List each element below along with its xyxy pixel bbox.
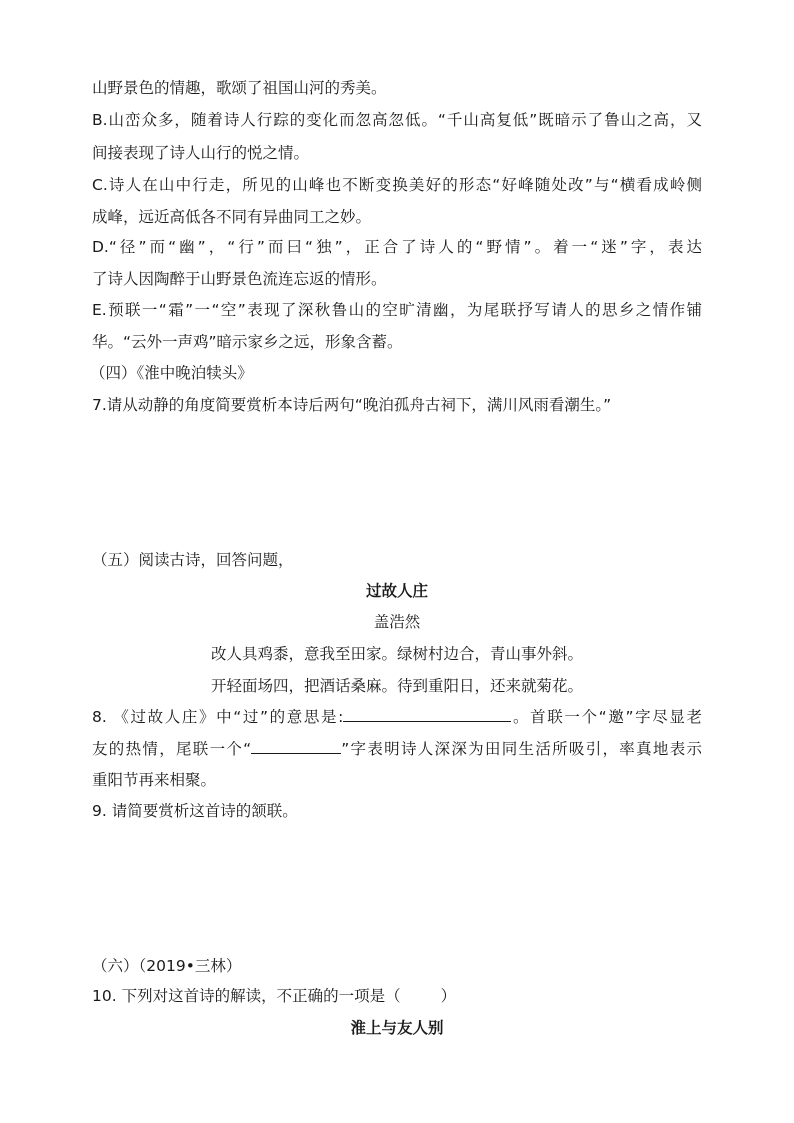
option-d-line-2: 了诗人因陶醉于山野景色流连忘返的情形。: [92, 270, 387, 288]
poem-line-2: 开轻面场四，把酒话桑麻。待到重阳日，还来就菊花。: [210, 677, 583, 695]
section-6-heading: （六）（2019•三林）: [92, 957, 242, 975]
option-e-line-2: 华。“云外一声鸡”暗示家乡之远，形象含蓄。: [92, 333, 403, 351]
poem-title: 过故人庄: [365, 582, 428, 600]
option-d-line-1: D.“径”而“幽”，“行”而曰“独”，正合了诗人的“野情”。着一“迷”字，表达: [92, 238, 702, 256]
option-b-line-1: B.山峦众多，随着诗人行踪的变化而忽高忽低。“千山高复低”既暗示了鲁山之高，又: [92, 111, 702, 129]
question-8-text-a: 8. 《过故人庄》中“过”的意思是:: [92, 708, 344, 726]
question-8-line-2: [92, 738, 702, 759]
answer-blank: [251, 738, 341, 754]
question-8-text-b: 。首联一个“邀”字尽显老: [511, 708, 703, 726]
answer-blank: [343, 706, 511, 722]
section-4-heading: （四）《淮中晚泊犊头》: [90, 364, 253, 382]
question-8-line-1: [92, 706, 702, 727]
question-10: [92, 986, 456, 1006]
question-8-text-d: ”字表明诗人深深为田同生活所吸引，率真地表示: [341, 740, 702, 758]
option-c-line-2: 成峰，远近高低各不同有异曲同工之妙。: [92, 208, 372, 226]
poem-title-2: 淮上与友人别: [350, 1019, 444, 1037]
option-c-line-1: C.诗人在山中行走，所见的山峰也不断变换美好的形态“好峰随处改”与“横看成岭侧: [92, 176, 702, 194]
option-a-tail: 山野景色的情趣，歌颂了祖国山河的秀美。: [92, 79, 387, 97]
question-9: 9. 请简要赏析这首诗的颔联。: [92, 802, 298, 820]
poem-author: 盖浩然: [373, 613, 421, 631]
question-10-close-paren: ）: [440, 987, 457, 1005]
poem-line-1: 改人具鸡黍，意我至田家。绿树村边合，青山事外斜。: [210, 645, 583, 663]
question-8-line-3: 重阳节再来相聚。: [92, 771, 217, 789]
question-8-text-c: 友的热情，尾联一个“: [92, 740, 252, 758]
option-b-line-2: 间接表现了诗人山行的悦之情。: [92, 144, 310, 162]
option-e-line-1: E.预联一“霜”一“空”表现了深秋鲁山的空旷清幽，为尾联抒写请人的思乡之情作铺: [92, 301, 702, 319]
question-10-text: 10. 下列对这首诗的解读，不正确的一项是（: [92, 987, 401, 1005]
question-7: 7.请从动静的角度简要赏析本诗后两句“晚泊孤舟古祠下，满川风雨看潮生。”: [92, 396, 612, 414]
section-5-heading: （五）阅读古诗，回答问题，: [92, 551, 294, 569]
